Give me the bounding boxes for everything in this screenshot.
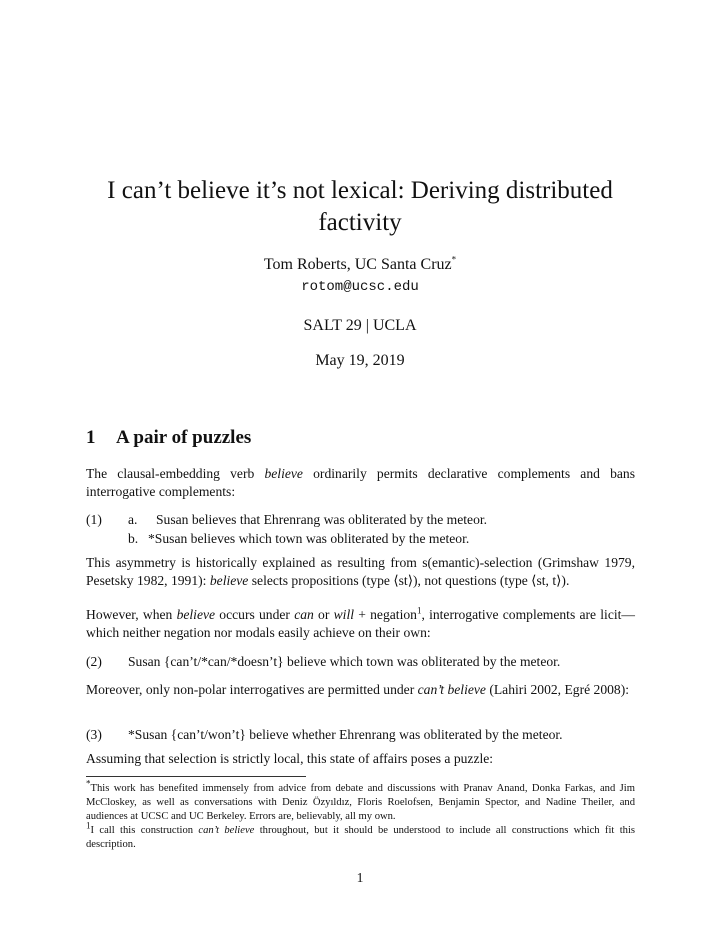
author-footnote-mark: * [451, 254, 457, 265]
footnote-rule [86, 776, 306, 777]
example-label-a: a. [128, 512, 138, 527]
venue: SALT 29 | UCLA [303, 317, 417, 334]
example-3 [86, 726, 646, 746]
paper-title: I can’t believe it’s not lexical: Deriving distributed factivity [107, 177, 613, 236]
example-text-b: *Susan believes which town was obliterated by the meteor. [148, 531, 470, 546]
paragraph-1: The clausal-embedding verb believe ordinarily permits declarative complements and bans interrogative complements: [86, 466, 635, 499]
paragraph-5: Assuming that selection is strictly local, this state of affairs poses a puzzle: [86, 751, 494, 766]
example-2 [86, 653, 646, 673]
example-number: (1) [86, 512, 102, 527]
footnote-ref-1: 1 [416, 605, 422, 616]
example-text: Susan {can’t/*can/*doesn’t} believe which town was obliterated by the meteor. [128, 654, 561, 669]
section-heading [86, 427, 251, 449]
example-number: (3) [86, 727, 102, 742]
paragraph-4: Moreover, only non-polar interrogatives are permitted under can’t believe (Lahiri 2002, Egré 2008): [86, 682, 630, 697]
section-number: 1 [86, 427, 96, 448]
example-text-a: Susan believes that Ehrenrang was obliterated by the meteor. [156, 512, 488, 527]
author-name: Tom Roberts, UC Santa Cruz [263, 256, 452, 273]
term-believe: believe [264, 466, 303, 481]
author-line [0, 255, 720, 275]
author-email: rotom@ucsc.edu [301, 279, 419, 295]
footnote-1: $^1$I call this construction can’t believe throughout, but it should be understood to include all constructions which fit this description. [86, 820, 636, 850]
date: May 19, 2019 [315, 352, 405, 369]
page-number: 1 [356, 870, 364, 885]
section-title: A pair of puzzles [116, 427, 252, 448]
example-label-b: b. [128, 531, 139, 546]
example-1 [86, 511, 646, 551]
paragraph-2: This asymmetry is historically explained as resulting from s(emantic)-selection (Grimshaw 1979, Pesetsky 1982, 1991): believe selects propositions (type ⟨st⟩), not questions (type ⟨st, t⟩). [86, 555, 635, 588]
paragraph-3: However, when believe occurs under can or will + negation$^1$, interrogative complements are licit—which neither negation nor modals easily achieve on their own: [86, 605, 636, 640]
example-text: *Susan {can’t/won’t} believe whether Ehrenrang was obliterated by the meteor. [128, 727, 563, 742]
footnote-star: *This work has benefited immensely from advice from debate and discussions with Pranav Anand, Donka Farkas, and Jim McCloskey, as well as conversations with Deniz Özyıldız, Floris Roelofsen, Benjamin Spector, and Nadine Theiler, and audiences at UCSC and UC Berkeley. Errors are, believably, all my own. [86, 778, 635, 822]
example-number: (2) [86, 654, 102, 669]
